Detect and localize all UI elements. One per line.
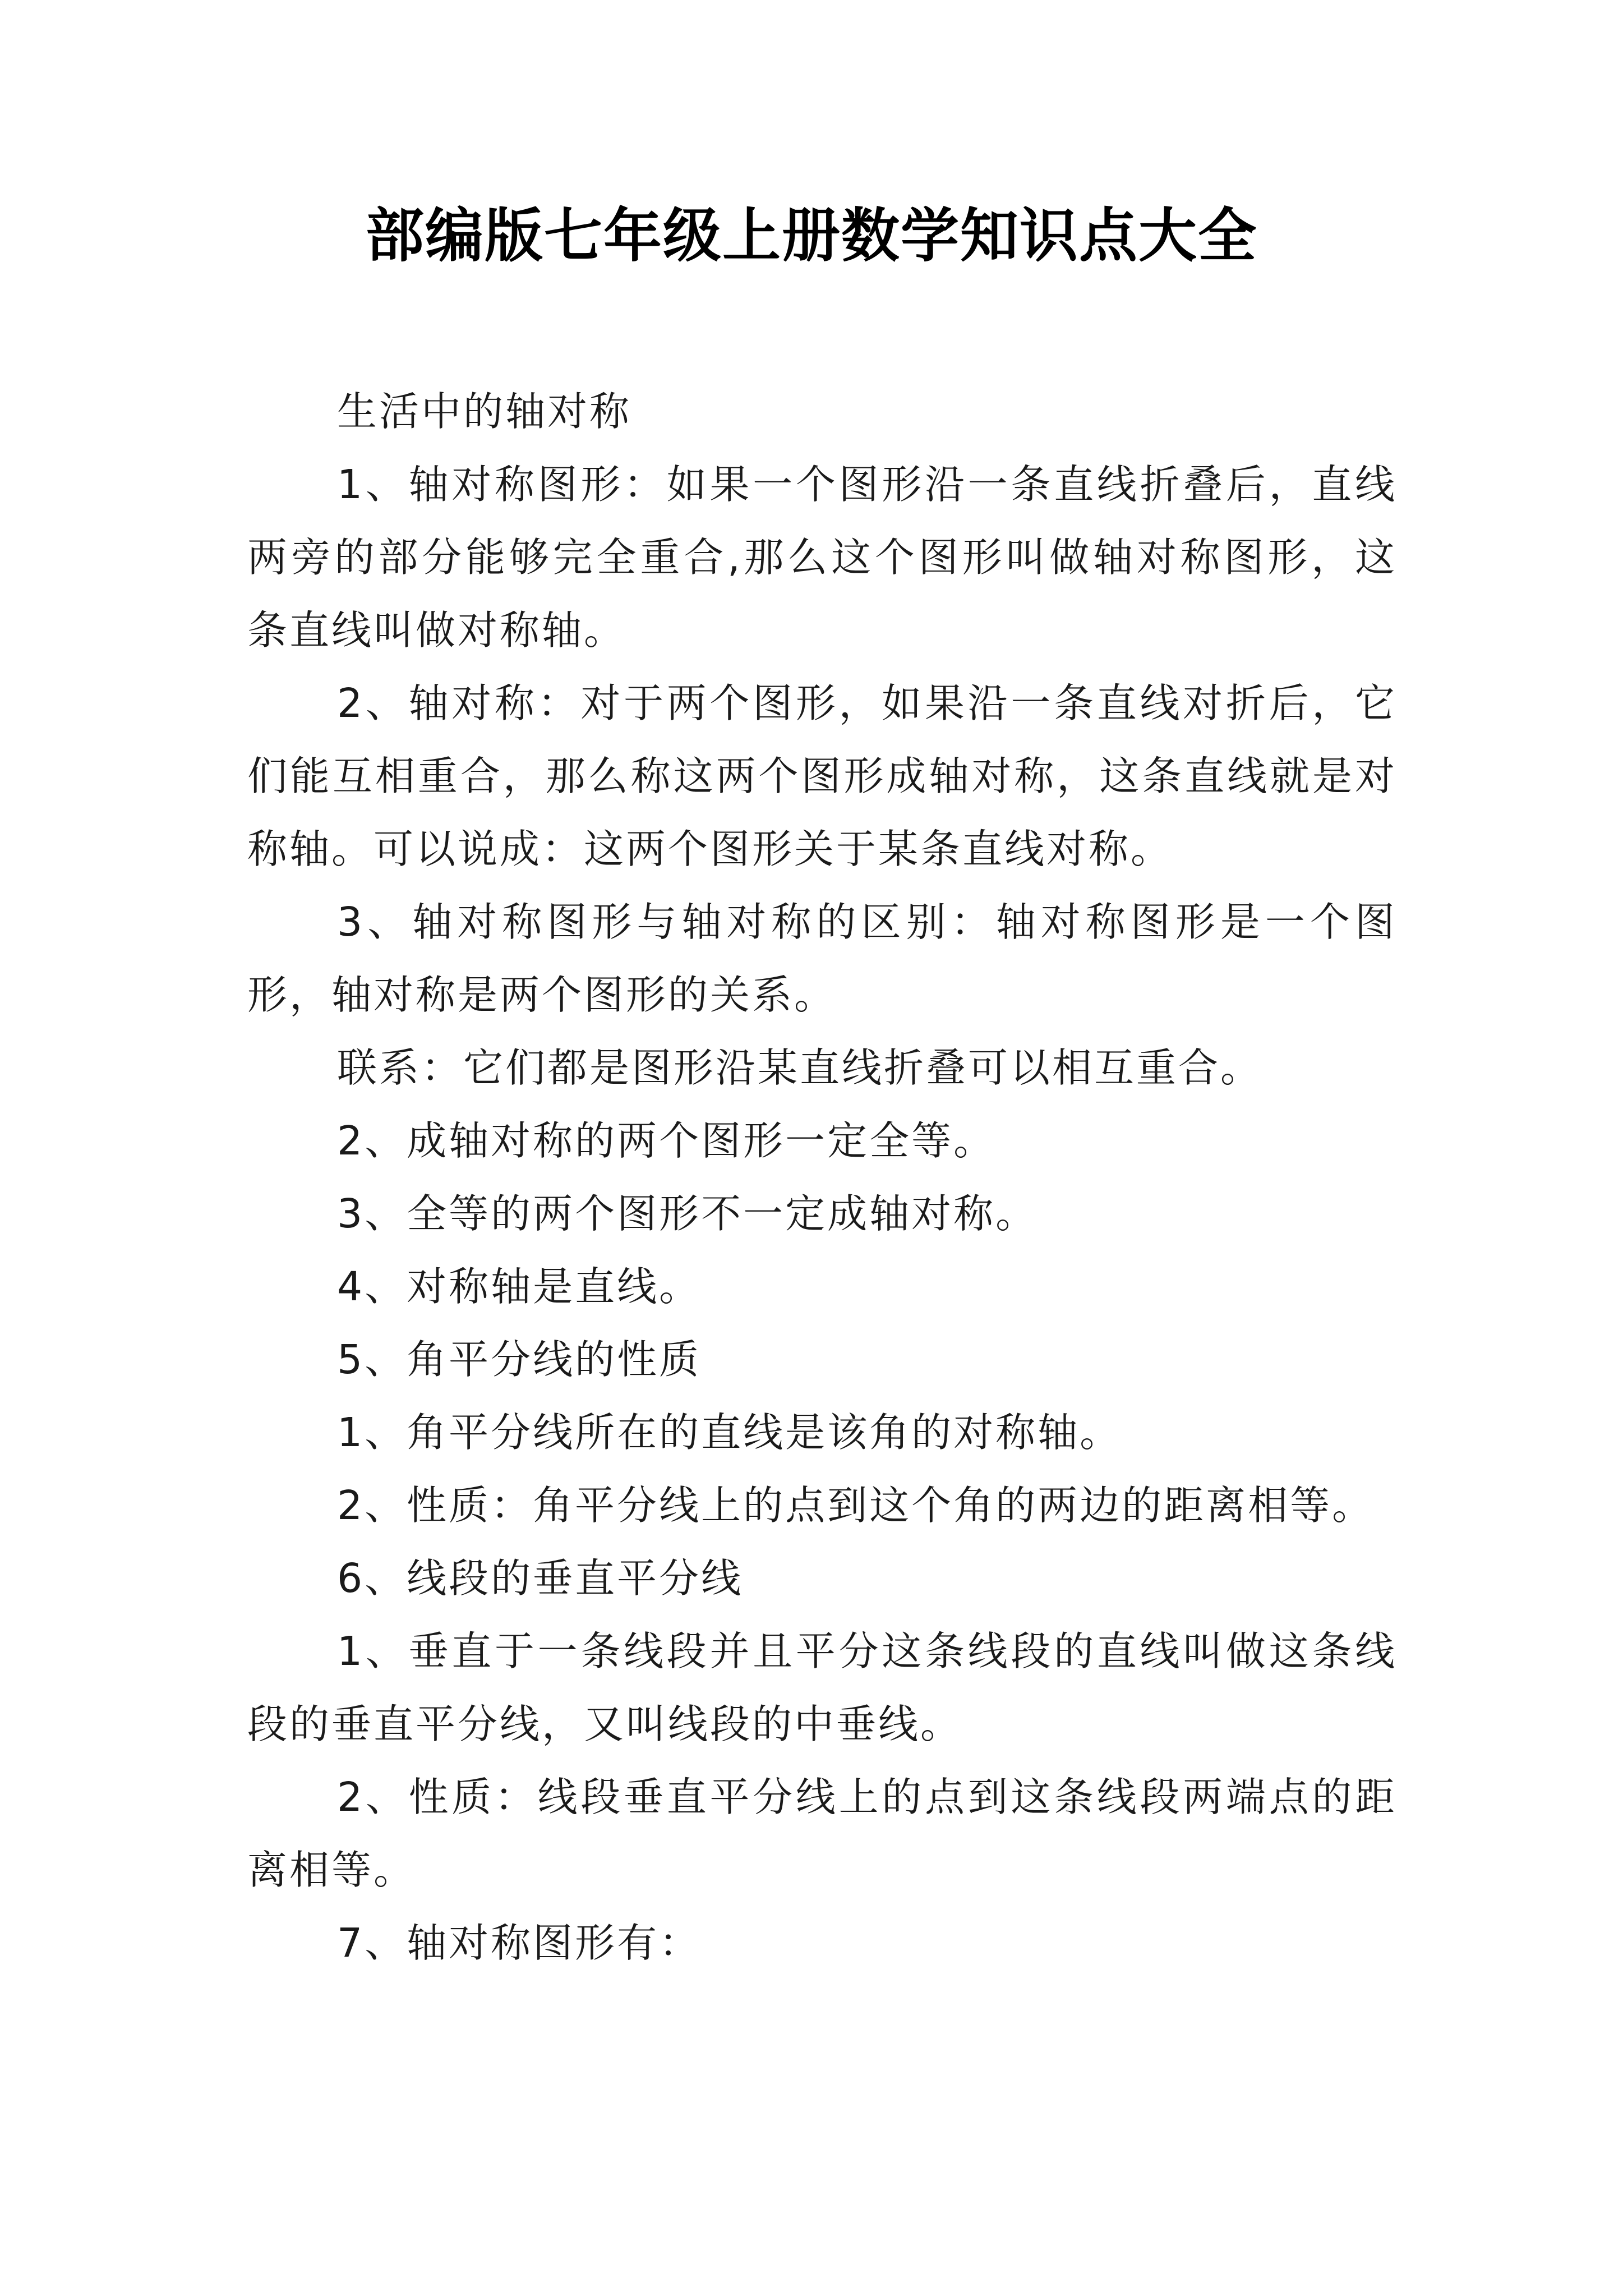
paragraph: 3、全等的两个图形不一定成轴对称。	[337, 1190, 1038, 1237]
paragraph: 5、角平分线的性质	[337, 1336, 702, 1383]
paragraph: 2、性质：角平分线上的点到这个角的两边的距离相等。	[337, 1482, 1375, 1529]
document-body	[247, 375, 1397, 1980]
paragraph: 4、对称轴是直线。	[337, 1263, 702, 1310]
paragraph: 3、轴对称图形与轴对称的区别：轴对称图形是一个图形，轴对称是两个图形的关系。	[247, 899, 1397, 1018]
paragraph: 7、轴对称图形有：	[337, 1920, 702, 1966]
paragraph: 2、成轴对称的两个图形一定全等。	[337, 1117, 996, 1164]
paragraph: 2、轴对称：对于两个图形，如果沿一条直线对折后，它们能互相重合，那么称这两个图形成轴对称，这条直线就是对称轴。可以说成：这两个图形关于某条直线对称。	[247, 680, 1397, 872]
paragraph: 生活中的轴对称	[337, 388, 632, 435]
paragraph: 1、垂直于一条线段并且平分这条线段的直线叫做这条线段的垂直平分线，又叫线段的中垂线。	[247, 1628, 1397, 1747]
paragraph: 6、线段的垂直平分线	[337, 1555, 744, 1602]
paragraph: 1、轴对称图形：如果一个图形沿一条直线折叠后，直线两旁的部分能够完全重合,那么这个图形叫做轴对称图形，这条直线叫做对称轴。	[247, 461, 1397, 654]
paragraph: 2、性质：线段垂直平分线上的点到这条线段两端点的距离相等。	[247, 1774, 1397, 1893]
document-title: 部编版七年级上册数学知识点大全	[365, 201, 1257, 270]
paragraph: 联系：它们都是图形沿某直线折叠可以相互重合。	[337, 1045, 1263, 1091]
paragraph: 1、角平分线所在的直线是该角的对称轴。	[337, 1409, 1122, 1456]
